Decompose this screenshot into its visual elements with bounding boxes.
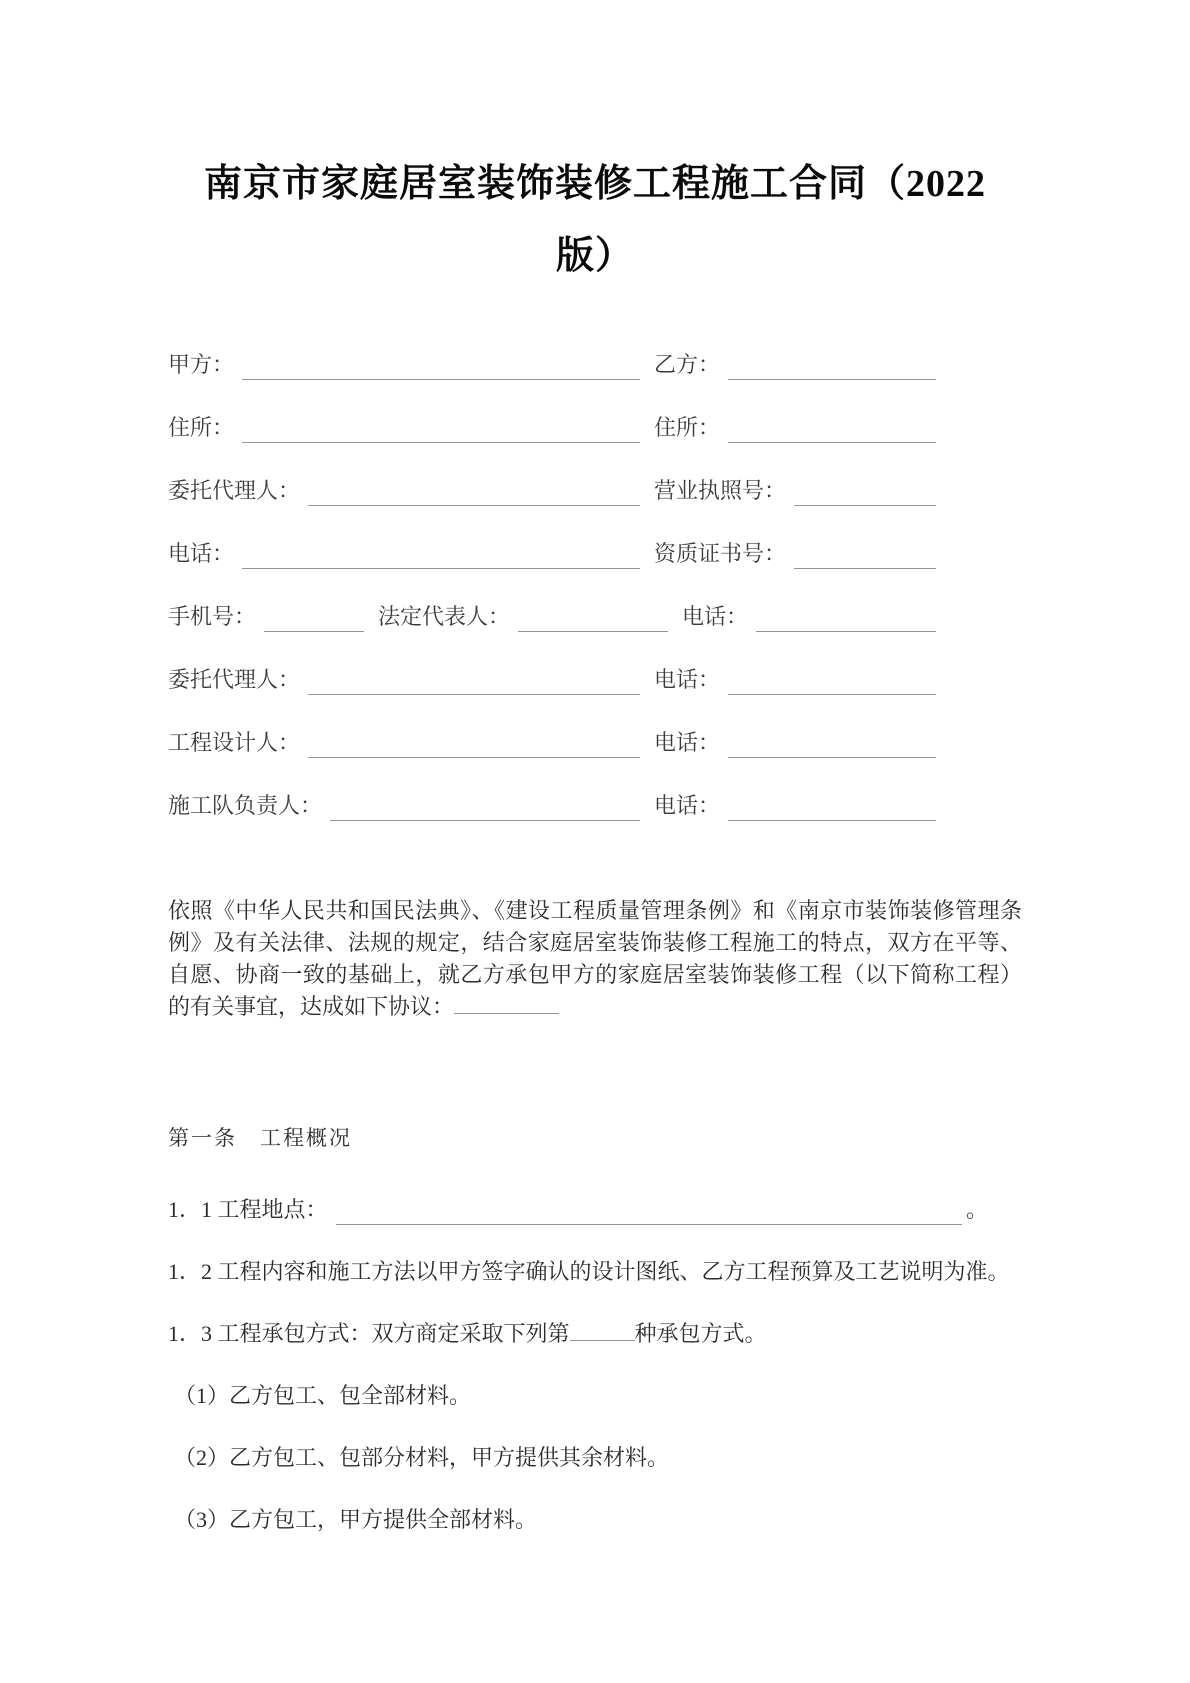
form-row-agent-license bbox=[168, 476, 936, 506]
legal-representative-field bbox=[378, 602, 668, 632]
party-b-address-label: 住所： bbox=[654, 415, 721, 440]
qualification-cert-blank bbox=[794, 539, 936, 569]
designer-phone-label: 电话： bbox=[654, 730, 721, 755]
entrusted-agent-phone-label: 电话： bbox=[654, 667, 721, 692]
clause-1-3-prefix: 1．3 工程承包方式：双方商定采取下列第 bbox=[168, 1321, 570, 1346]
contract-mode-option-2: （2）乙方包工、包部分材料，甲方提供其余材料。 bbox=[174, 1445, 670, 1470]
party-b-blank bbox=[728, 350, 936, 380]
form-row-entrusted-agent bbox=[168, 665, 936, 695]
mobile-no-field bbox=[168, 602, 364, 632]
legal-rep-phone-blank bbox=[756, 602, 936, 632]
legal-rep-phone-label: 电话： bbox=[682, 604, 749, 629]
document-title bbox=[168, 148, 1022, 292]
business-license-label: 营业执照号： bbox=[654, 478, 787, 503]
preamble-text: 依照《中华人民共和国民法典》、《建设工程质量管理条例》和《南京市装饰装修管理条例》及有关法律、法规的规定，结合家庭居室装饰装修工程施工的特点，双方在平等、自愿、协商一致的基础上，就乙方承包甲方的家庭居室装饰装修工程（以下简称工程）的有关事宜，达成如下协议： bbox=[168, 898, 1022, 1019]
team-leader-phone-field bbox=[654, 791, 936, 821]
entrusted-agent-field bbox=[168, 665, 640, 695]
designer-phone-blank bbox=[728, 728, 936, 758]
party-a-agent-label: 委托代理人： bbox=[168, 478, 301, 503]
party-a-phone-field bbox=[168, 539, 640, 569]
contract-mode-option-1: （1）乙方包工、包全部材料。 bbox=[174, 1383, 472, 1408]
party-a-blank bbox=[242, 350, 640, 380]
team-leader-phone-blank bbox=[728, 791, 936, 821]
entrusted-agent-phone-field bbox=[654, 665, 936, 695]
business-license-blank bbox=[794, 476, 936, 506]
form-row-mobile-legal-rep bbox=[168, 602, 936, 632]
qualification-cert-label: 资质证书号： bbox=[654, 541, 787, 566]
clause-1-3-suffix: 种承包方式。 bbox=[634, 1321, 767, 1346]
party-b-field bbox=[654, 350, 936, 380]
party-a-agent-field bbox=[168, 476, 640, 506]
party-a-address-blank bbox=[242, 413, 640, 443]
title-line-1: 南京市家庭居室装饰装修工程施工合同（2022 bbox=[203, 163, 986, 205]
party-a-address-label: 住所： bbox=[168, 415, 235, 440]
qualification-cert-field bbox=[654, 539, 936, 569]
clause-1-3 bbox=[168, 1319, 1022, 1349]
party-b-address-field bbox=[654, 413, 936, 443]
clause-1-1-suffix: 。 bbox=[965, 1197, 988, 1222]
project-location-blank bbox=[336, 1195, 962, 1225]
party-b-address-blank bbox=[728, 413, 936, 443]
construction-team-leader-label: 施工队负责人： bbox=[168, 793, 323, 818]
construction-team-leader-blank bbox=[330, 791, 640, 821]
business-license-field bbox=[654, 476, 936, 506]
legal-rep-phone-field bbox=[682, 602, 936, 632]
party-a-field bbox=[168, 350, 640, 380]
form-row-team-leader bbox=[168, 791, 936, 821]
legal-representative-label: 法定代表人： bbox=[378, 604, 511, 629]
article-1-heading: 第一条 工程概况 bbox=[168, 1126, 352, 1150]
form-row-phone-cert bbox=[168, 539, 936, 569]
agreement-blank bbox=[454, 992, 559, 1014]
project-designer-label: 工程设计人： bbox=[168, 730, 301, 755]
party-a-label: 甲方： bbox=[168, 352, 235, 377]
project-designer-blank bbox=[308, 728, 640, 758]
party-a-agent-blank bbox=[308, 476, 640, 506]
entrusted-agent-label: 委托代理人： bbox=[168, 667, 301, 692]
project-designer-field bbox=[168, 728, 640, 758]
contract-mode-option-3: （3）乙方包工，甲方提供全部材料。 bbox=[174, 1507, 538, 1532]
mobile-no-label: 手机号： bbox=[168, 604, 257, 629]
form-row-designer bbox=[168, 728, 936, 758]
mobile-no-blank bbox=[264, 602, 364, 632]
preamble-paragraph bbox=[168, 895, 1022, 1023]
party-a-phone-label: 电话： bbox=[168, 541, 235, 566]
party-a-address-field bbox=[168, 413, 640, 443]
title-line-2: 版） bbox=[555, 235, 634, 277]
clause-1-1-prefix: 1．1 工程地点： bbox=[168, 1197, 328, 1222]
clause-1-2: 1．2 工程内容和施工方法以甲方签字确认的设计图纸、乙方工程预算及工艺说明为准。 bbox=[168, 1259, 1010, 1284]
party-b-label: 乙方： bbox=[654, 352, 721, 377]
party-a-phone-blank bbox=[242, 539, 640, 569]
team-leader-phone-label: 电话： bbox=[654, 793, 721, 818]
contract-mode-blank bbox=[570, 1319, 635, 1341]
clause-1-1 bbox=[168, 1195, 988, 1225]
designer-phone-field bbox=[654, 728, 936, 758]
legal-representative-blank bbox=[518, 602, 668, 632]
entrusted-agent-phone-blank bbox=[728, 665, 936, 695]
form-row-party bbox=[168, 350, 936, 380]
construction-team-leader-field bbox=[168, 791, 640, 821]
form-row-address bbox=[168, 413, 936, 443]
entrusted-agent-blank bbox=[308, 665, 640, 695]
party-info-form bbox=[168, 350, 936, 821]
